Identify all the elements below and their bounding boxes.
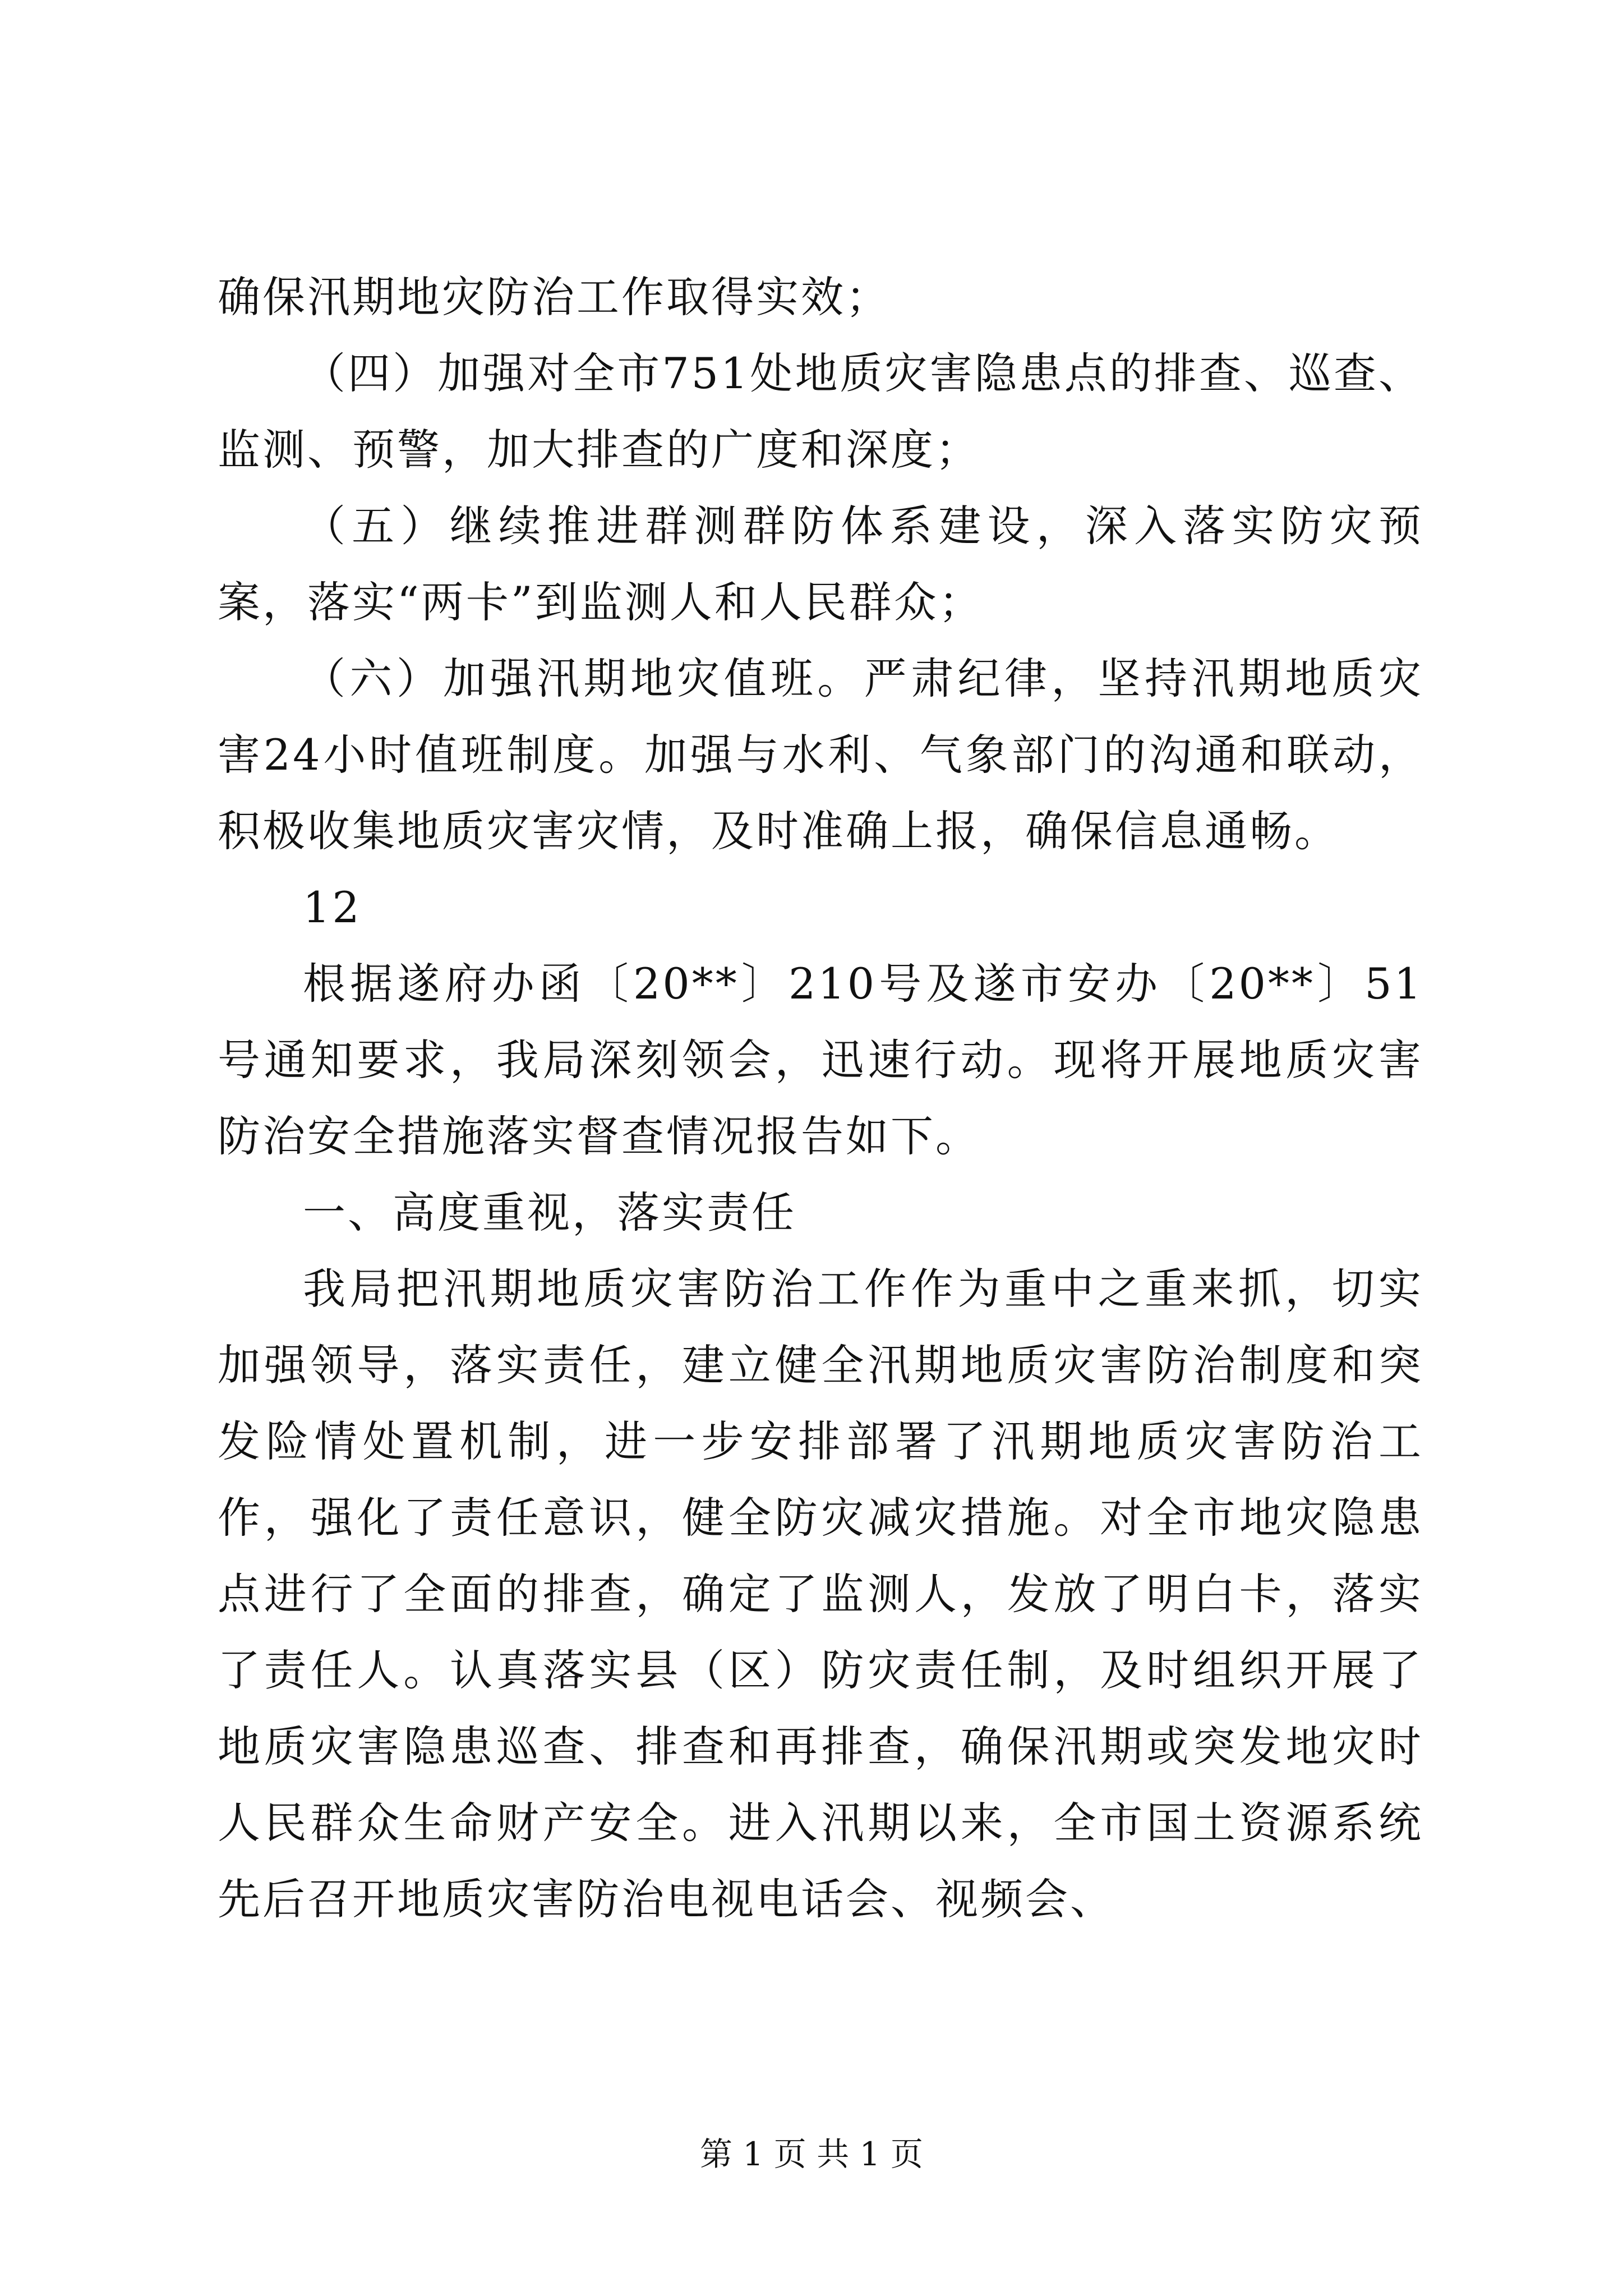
section-heading-one: 一、高度重视，落实责任 xyxy=(303,1188,796,1237)
paragraph-item-six: （六）加强汛期地灾值班。严肃纪律，坚持汛期地质灾害24小时值班制度。加强与水利、气象部门的沟通和联动，积极收集地质灾害灾情，及时准确上报，确保信息通畅。 xyxy=(218,654,1423,856)
paragraph-report-intro: 根据遂府办函〔20**〕210号及遂市安办〔20**〕51号通知要求，我局深刻领会，迅速行动。现将开展地质灾害防治安全措施落实督查情况报告如下。 xyxy=(218,959,1423,1161)
paragraph-section-one-body: 我局把汛期地质灾害防治工作作为重中之重来抓，切实加强领导，落实责任，建立健全汛期地质灾害防治制度和突发险情处置机制，进一步安排部署了汛期地质灾害防治工作，强化了责任意识，健全防灾减灾措施。对全市地灾隐患点进行了全面的排查，确定了监测人，发放了明白卡，落实了责任人。认真落实县（区）防灾责任制，及时组织开展了地质灾害隐患巡查、排查和再排查，确保汛期或突发地灾时人民群众生命财产安全。进入汛期以来，全市国土资源系统先后召开地质灾害防治电视电话会、视频会、 xyxy=(218,1264,1423,1924)
paragraph-continuation: 确保汛期地灾防治工作取得实效； xyxy=(218,272,891,322)
document-body xyxy=(218,259,1423,1938)
paragraph-item-five: （五）继续推进群测群防体系建设，深入落实防灾预案，落实“两卡”到监测人和人民群众； xyxy=(218,501,1423,627)
page-number-label: 第 1 页 共 1 页 xyxy=(700,2135,923,2173)
paragraph-number: 12 xyxy=(303,882,362,932)
paragraph-item-four: （四）加强对全市751处地质灾害隐患点的排查、巡查、监测、预警，加大排查的广度和深度； xyxy=(218,348,1423,475)
page-footer xyxy=(0,2132,1623,2177)
